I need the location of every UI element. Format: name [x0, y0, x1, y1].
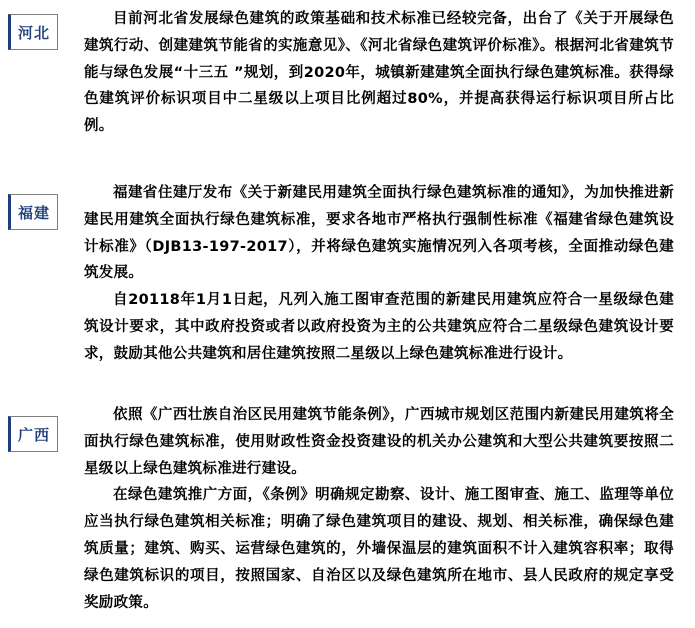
- region-label: 河北: [17, 23, 50, 42]
- paragraph: 在绿色建筑推广方面，《条例》明确规定勘察、设计、施工图审查、施工、监理等单位应当执行绿色建筑相关标准；明确了绿色建筑项目的建设、规划、相关标准，确保绿色建筑质量；建筑、购买、运营绿色建筑的，外墙保温层的建筑面积不计入建筑容积率；取得绿色建筑标识的项目，按照国家、自治区以及绿色建筑所在地市、县人民政府的规定享受奖励政策。: [84, 487, 674, 611]
- region-label: 福建: [17, 203, 50, 222]
- paragraph: 依照《广西壮族自治区民用建筑节能条例》，广西城市规划区范围内新建民用建筑将全面执行绿色建筑标准，使用财政性资金投资建设的机关办公建筑和大型公共建筑要按照二星级以上绿色建筑标准进行建设。: [84, 407, 674, 477]
- paragraph: 自20118年1月1日起，凡列入施工图审查范围的新建民用建筑应符合一星级绿色建筑设计要求，其中政府投资或者以政府投资为主的公共建筑应符合二星级绿色建筑设计要求，鼓励其他公共建筑和居住建筑按照二星级以上绿色建筑标准进行设计。: [84, 292, 674, 362]
- section-body: [84, 180, 674, 368]
- region-label-box: [8, 14, 58, 50]
- region-label-box: [8, 416, 58, 452]
- paragraph: 福建省住建厅发布《关于新建民用建筑全面执行绿色建筑标准的通知》，为加快推进新建民用建筑全面执行绿色建筑标准，要求各地市严格执行强制性标准《福建省绿色建筑设计标准》（DJB13-197-2017），并将绿色建筑实施情况列入各项考核，全面推动绿色建筑发展。: [84, 185, 674, 282]
- region-label: 广西: [17, 425, 50, 444]
- section-body: [84, 402, 674, 616]
- section-body: [84, 6, 674, 140]
- paragraph: 目前河北省发展绿色建筑的政策基础和技术标准已经较完备，出台了《关于开展绿色建筑行动、创建建筑节能省的实施意见》、《河北省绿色建筑评价标准》。根据河北省建筑节能与绿色发展“十三五 ”规划，到2020年，城镇新建建筑全面执行绿色建筑标准。获得绿色建筑评价标识项目中二星级以上项目比例超过80%，并提高获得运行标识项目所占比例。: [84, 11, 674, 135]
- region-label-box: [8, 194, 58, 230]
